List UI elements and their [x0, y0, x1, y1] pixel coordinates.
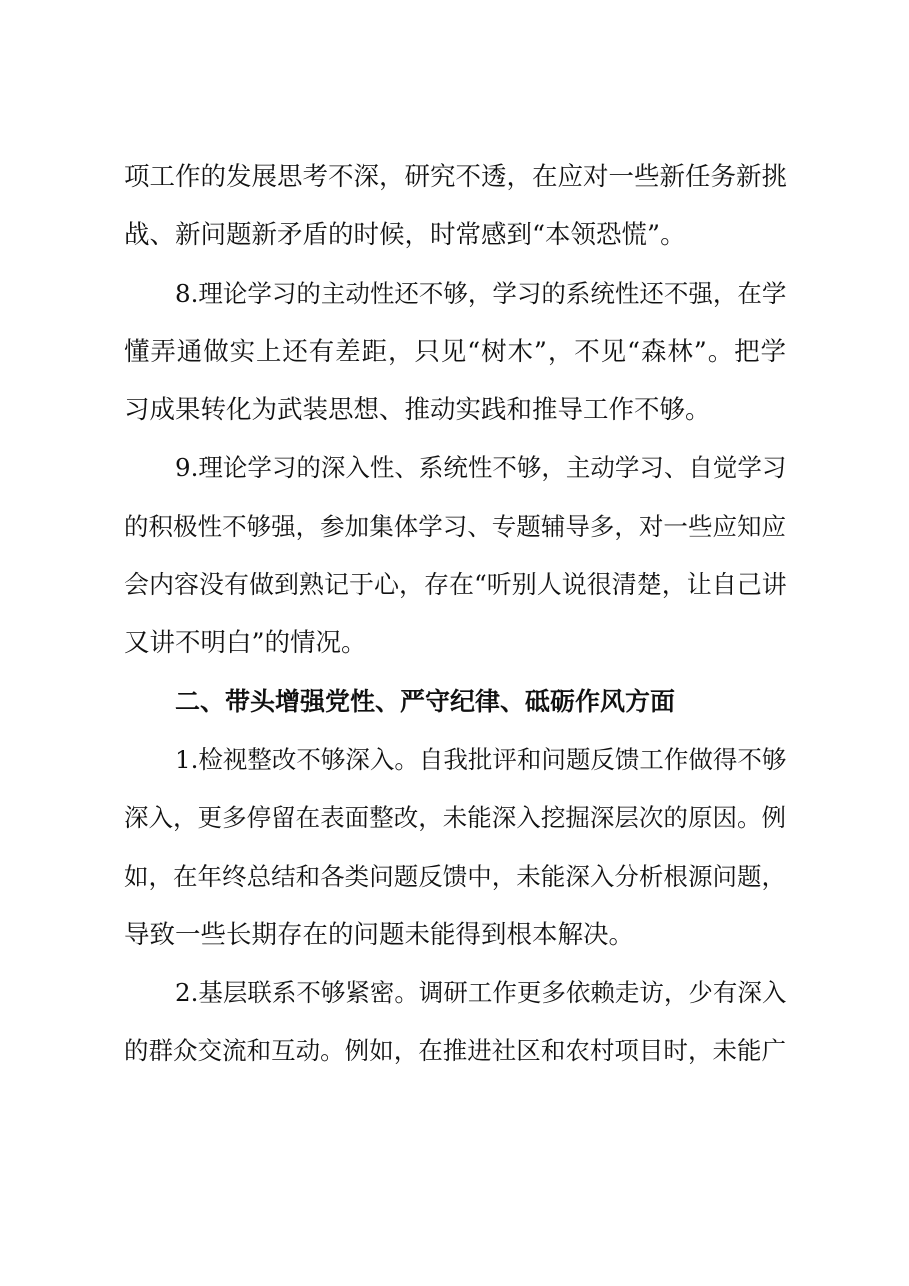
body-line: 懂弄通做实上还有差距，只见“树木”，不见“森林”。把学 [124, 336, 786, 367]
body-line: 的群众交流和互动。例如，在推进社区和农村项目时，未能广 [124, 1036, 786, 1066]
paragraph-8-start: 8.理论学习的主动性还不够，学习的系统性还不强，在学 [175, 278, 787, 308]
body-line: 如，在年终总结和各类问题反馈中，未能深入分析根源问题， [124, 861, 786, 891]
body-line: 深入，更多停留在表面整改，未能深入挖掘深层次的原因。例 [124, 803, 786, 833]
paragraph-2-start: 2.基层联系不够紧密。调研工作更多依赖走访，少有深入 [175, 978, 787, 1008]
section-heading: 二、带头增强党性、严守纪律、砥砺作风方面 [175, 686, 676, 716]
body-line: 的积极性不够强，参加集体学习、专题辅导多，对一些应知应 [124, 511, 786, 541]
body-line: 习成果转化为武装思想、推动实践和推导工作不够。 [124, 395, 711, 426]
paragraph-9-start: 9.理论学习的深入性、系统性不够，主动学习、自觉学习 [175, 453, 787, 483]
body-line: 又讲不明白”的情况。 [124, 628, 367, 659]
document-body [124, 162, 786, 1095]
body-line: 会内容没有做到熟记于心，存在“听别人说很清楚，让自己讲 [124, 570, 787, 600]
body-line: 导致一些长期存在的问题未能得到根本解决。 [124, 919, 635, 950]
paragraph-1-start: 1.检视整改不够深入。自我批评和问题反馈工作做得不够 [175, 744, 787, 774]
body-line: 项工作的发展思考不深，研究不透，在应对一些新任务新挑 [124, 162, 788, 192]
body-line: 战、新问题新矛盾的时候，时常感到“本领恐慌”。 [124, 220, 686, 251]
